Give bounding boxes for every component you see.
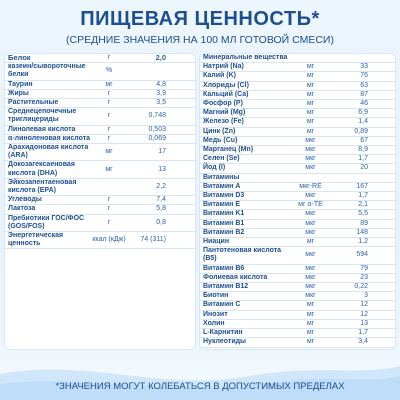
nutrient-value: 0,069 [148, 134, 166, 142]
nutrient-name: Марганец (Mn) [203, 146, 254, 154]
nutrient-name: Селен (Se) [203, 155, 240, 163]
nutrient-unit: мг [105, 148, 113, 156]
nutrient-value: 63 [360, 81, 368, 89]
nutrient-unit: г [107, 54, 111, 61]
nutrient-name: Витамин A [203, 182, 241, 190]
nutrient-unit: мг α-TE [298, 201, 323, 209]
nutrient-name: L-Карнитин [203, 329, 243, 337]
nutrient-value: 74 (311) [140, 236, 166, 244]
nutrient-name: Йод (I) [203, 164, 226, 172]
nutrient-row [200, 210, 395, 219]
nutrient-value: 17 [158, 148, 166, 156]
nutrient-row [200, 201, 395, 210]
nutrient-unit: мг [306, 109, 315, 117]
nutrient-row [200, 320, 395, 329]
nutrient-unit: мг [306, 100, 315, 108]
nutrient-value: 0,748 [148, 112, 166, 120]
nutrient-row [200, 174, 395, 183]
nutrient-row [5, 54, 195, 63]
nutrient-value: 5,8 [156, 205, 166, 213]
nutrient-row [200, 283, 395, 292]
nutrient-row [5, 215, 195, 232]
nutrient-name: Калий (K) [203, 72, 236, 80]
nutrient-name: Белок [8, 53, 31, 62]
nutrient-unit: мкг [305, 273, 316, 281]
nutrient-row [5, 179, 195, 196]
nutrient-value: 8,9 [358, 146, 368, 154]
nutrient-row [200, 274, 395, 283]
nutrient-unit: мг [105, 80, 113, 88]
nutrient-row [200, 247, 395, 264]
nutrient-name: Витамин B6 [203, 264, 245, 272]
nutrient-unit: мг [306, 63, 315, 71]
nutrient-row [5, 126, 195, 135]
nutrient-unit: г [107, 205, 111, 213]
nutrient-unit: мг [306, 72, 315, 80]
nutrient-row [200, 54, 395, 63]
nutrient-unit: мкг [305, 136, 316, 144]
nutrient-unit: мг [306, 338, 315, 346]
nutrient-row [200, 100, 395, 109]
nutrient-value: 2,2 [156, 182, 166, 190]
nutrient-name: Фосфор (P) [203, 100, 243, 108]
nutrient-unit: мкг [305, 210, 316, 218]
nutrient-name: Холин [203, 319, 225, 327]
nutrient-unit: мкг [305, 292, 316, 300]
nutrient-value: 1,7 [358, 329, 368, 337]
nutrient-value: 67 [360, 136, 368, 144]
nutrient-row [200, 238, 395, 247]
nutrient-name: Среднецепочечные триглицериды [8, 108, 77, 124]
nutrient-value: 3,5 [156, 99, 166, 107]
nutrient-row [200, 72, 395, 81]
nutrient-value: 76 [360, 72, 368, 80]
nutrient-name: Витамин D3 [203, 192, 245, 200]
nutrient-unit: мкг [305, 164, 316, 172]
nutrient-value: 594 [356, 251, 368, 259]
nutrient-unit: г [107, 218, 111, 226]
nutrient-name: Витамин C [203, 301, 241, 309]
nutrient-row [200, 301, 395, 310]
nutrient-name: Фолиевая кислота [203, 273, 268, 281]
nutrient-unit: мг [306, 90, 315, 98]
nutrient-row [5, 232, 195, 249]
nutrient-unit: мкг [305, 155, 316, 163]
nutrient-name: Арахидоновая кислота (ARA) [8, 144, 89, 160]
nutrient-value: 20 [360, 164, 368, 172]
nutrient-unit: мкг [305, 283, 316, 291]
nutrient-name: Таурин [8, 80, 33, 88]
nutrient-value: 1,7 [358, 192, 368, 200]
nutrient-name: Ниацин [203, 238, 230, 246]
nutrient-name: Биотин [203, 292, 229, 300]
nutrient-unit: мкг [305, 192, 316, 200]
nutrient-value: 13 [158, 165, 166, 173]
nutrient-name: Витамин B1 [203, 219, 245, 227]
nutrient-row [200, 155, 395, 164]
nutrient-row [200, 265, 395, 274]
nutrient-value: 89 [360, 219, 368, 227]
nutrient-unit: г [107, 99, 111, 107]
nutrient-unit: мг [306, 329, 315, 337]
nutrient-row [200, 82, 395, 91]
nutrient-unit: мкг [305, 219, 316, 227]
nutrient-name: Инозит [203, 310, 228, 318]
footer-note: *ЗНАЧЕНИЯ МОГУТ КОЛЕБАТЬСЯ В ДОПУСТИМЫХ ПРЕДЕЛАХ [55, 381, 345, 392]
nutrient-row [200, 220, 395, 229]
nutrient-value: 79 [360, 264, 368, 272]
nutrient-row [200, 329, 395, 338]
nutrient-row [200, 91, 395, 100]
nutrient-name: Медь (Cu) [203, 136, 238, 144]
nutrient-name: Железо (Fe) [203, 118, 244, 126]
nutrient-row [200, 164, 395, 173]
nutrient-value: 87 [360, 90, 368, 98]
nutrient-row [5, 196, 195, 205]
nutrient-name: Магний (Mg) [203, 109, 246, 117]
nutrient-unit: ккал (кДж) [92, 236, 126, 244]
nutrient-name: Цинк (Zn) [203, 127, 236, 135]
nutrient-unit: г [107, 196, 111, 204]
nutrient-unit: г [107, 134, 111, 142]
nutrient-value: 12 [360, 301, 368, 309]
nutrient-row [5, 90, 195, 99]
nutrient-unit: мкг [305, 228, 316, 236]
nutrient-row [5, 99, 195, 108]
nutrient-row [5, 108, 195, 125]
nutrient-name: Кальций (Ca) [203, 90, 249, 98]
nutrient-name: Эйкозапентаеновая кислота (EPA) [8, 178, 77, 195]
nutrient-unit: мкг [305, 251, 316, 259]
left-nutrition-table [5, 54, 195, 349]
nutrient-unit: мкг [305, 264, 316, 272]
nutrient-unit: мг [306, 238, 315, 246]
nutrient-unit: мг [306, 81, 315, 89]
nutrient-row [200, 292, 395, 301]
nutrient-unit: мг [306, 118, 315, 126]
nutrient-unit: % [105, 67, 113, 75]
nutrient-name: Линолевая кислота [8, 125, 76, 133]
nutrient-name: Минеральные вещества [203, 54, 288, 61]
nutrient-unit: мг [306, 319, 315, 327]
nutrient-value: 0,503 [148, 125, 166, 133]
nutrient-unit: г [107, 125, 111, 133]
nutrient-unit: мг [306, 127, 315, 135]
nutrient-row [200, 311, 395, 320]
nutrient-value: 2,0 [155, 53, 166, 62]
nutrient-name: Углеводы [8, 196, 42, 204]
nutrient-row [200, 137, 395, 146]
nutrient-value: 0,89 [354, 127, 368, 135]
nutrient-value: 1,7 [358, 155, 368, 163]
right-nutrition-table [200, 54, 395, 349]
nutrient-unit: мг [306, 301, 315, 309]
nutrient-name: Жиры [8, 89, 29, 97]
nutrient-name: Лактоза [8, 205, 36, 213]
nutrient-value: 1,4 [358, 118, 368, 126]
nutrient-row [5, 161, 195, 178]
nutrient-value: 13 [360, 319, 368, 327]
nutrient-name: Энергетическая ценность [8, 232, 64, 248]
nutrient-unit: г [107, 89, 111, 97]
nutrient-value: 167 [356, 182, 368, 190]
nutrient-row [5, 81, 195, 90]
nutrient-name: Пантотеновая кислота (B5) [203, 247, 282, 263]
nutrient-row [5, 63, 195, 80]
nutrient-unit: мг [105, 165, 113, 173]
nutrient-name: Пребиотики ГОС/ФОС (GOS/FOS) [8, 214, 85, 230]
nutrient-name: Докозагексаеновая кислота (DHA) [8, 161, 75, 177]
nutrient-name: Натрий (Na) [203, 63, 244, 71]
nutrient-name: Витамин E [203, 201, 241, 209]
nutrient-name: казеин/сывороточные белки [8, 63, 86, 79]
nutrient-name: Витамин B12 [203, 283, 249, 291]
nutrient-value: 148 [356, 228, 368, 236]
nutrient-row [5, 205, 195, 214]
nutrient-row [200, 128, 395, 137]
page-subtitle: (СРЕДНИЕ ЗНАЧЕНИЯ НА 100 МЛ ГОТОВОЙ СМЕСИ) [66, 34, 334, 46]
nutrient-name: Витамины [203, 173, 240, 181]
nutrient-name: Витамин K1 [203, 210, 245, 218]
nutrient-value: 3,4 [358, 338, 368, 346]
nutrient-value: 4,8 [156, 80, 166, 88]
nutrient-value: 3,9 [156, 89, 166, 97]
nutrient-value: 0,22 [354, 283, 368, 291]
nutrient-row [200, 229, 395, 238]
nutrient-value: 2,1 [358, 201, 368, 209]
nutrient-row [200, 192, 395, 201]
nutrient-value: 0,8 [156, 218, 166, 226]
nutrient-unit: мг [306, 310, 315, 318]
nutrient-unit: г [107, 112, 111, 120]
nutrient-row [200, 109, 395, 118]
nutrient-row [200, 146, 395, 155]
nutrient-value: 5,5 [358, 210, 368, 218]
nutrient-value: 46 [360, 100, 368, 108]
nutrient-value: 23 [360, 273, 368, 281]
nutrient-unit: мкг-RE [299, 182, 322, 190]
nutrient-row [5, 135, 195, 144]
nutrient-value: 3 [364, 292, 368, 300]
nutrient-row [5, 144, 195, 161]
nutrient-value: 6,9 [358, 109, 368, 117]
nutrient-row [200, 183, 395, 192]
nutrient-unit: мкг [305, 146, 316, 154]
nutrient-name: α-линоленовая кислота [8, 134, 91, 142]
nutrient-value: 7,4 [156, 196, 166, 204]
nutrient-value: 12 [360, 310, 368, 318]
nutrient-value: 1,2 [358, 238, 368, 246]
nutrient-name: Нуклеотиды [203, 338, 247, 346]
nutrient-name: Витамин B2 [203, 228, 245, 236]
nutrient-value: 33 [360, 63, 368, 71]
page-title: ПИЩЕВАЯ ЦЕННОСТЬ* [80, 8, 320, 30]
nutrient-name: Хлориды (Cl) [203, 81, 249, 89]
nutrient-row [200, 118, 395, 127]
nutrient-name: Растительные [8, 99, 59, 107]
